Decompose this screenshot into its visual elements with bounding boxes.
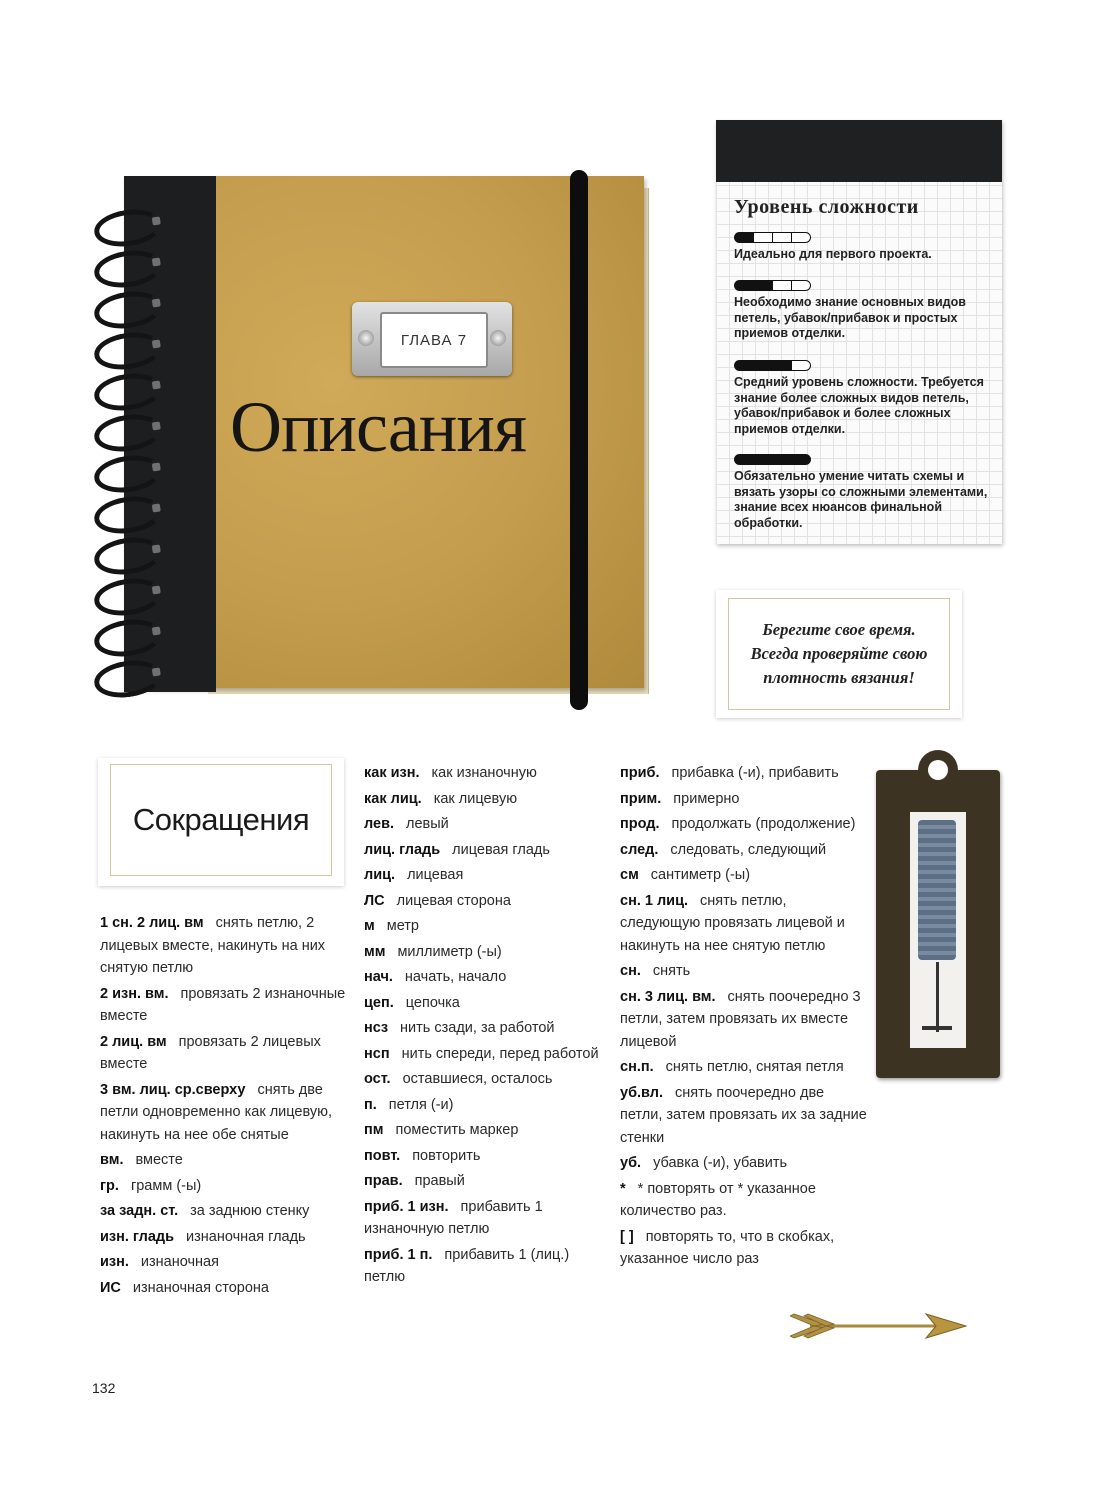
abbreviation-entry xyxy=(364,992,609,1015)
difficulty-level xyxy=(734,280,992,342)
chapter-label-plate xyxy=(352,302,512,376)
abbreviation-entry xyxy=(100,1200,350,1223)
difficulty-bar-icon xyxy=(734,454,992,465)
difficulty-segment xyxy=(772,454,792,465)
difficulty-level-text: Необходимо знание основных видов петель, убавок/прибавок и простых приемов отделки. xyxy=(734,295,966,340)
abbreviation-term: сн.п. xyxy=(620,1059,654,1075)
abbreviation-entry xyxy=(364,1196,609,1241)
abbreviation-term: сн. 3 лиц. вм. xyxy=(620,988,716,1005)
abbreviation-term: изн. xyxy=(100,1254,129,1270)
notepad-binding xyxy=(716,120,1002,182)
abbreviation-definition: грамм (-ы) xyxy=(130,1177,202,1194)
difficulty-title: Уровень сложности xyxy=(734,196,919,218)
abbreviation-entry xyxy=(364,1094,609,1117)
abbreviation-definition: повторять то, что в скобках, указанное число раз xyxy=(620,1228,835,1267)
abbreviation-term: ЛС xyxy=(364,892,385,909)
abbreviation-definition: петля (-и) xyxy=(388,1096,454,1113)
difficulty-segment xyxy=(753,360,773,371)
abbreviation-definition: поместить маркер xyxy=(395,1122,519,1138)
abbreviation-definition: изнаночная гладь xyxy=(186,1228,306,1245)
abbreviation-term: прим. xyxy=(620,790,662,807)
abbreviation-entry xyxy=(364,915,609,938)
difficulty-level-text: Средний уровень сложности. Требуется знание более сложных видов петель, убавок/прибавок и более сложных приемов отделки. xyxy=(734,375,984,436)
abbreviation-definition: примерно xyxy=(673,790,740,807)
abbreviation-entry xyxy=(100,1149,350,1172)
abbreviation-definition: сантиметр (-ы) xyxy=(650,867,751,883)
abbreviations-column-3 xyxy=(620,762,870,1274)
abbreviation-term: лиц. xyxy=(364,867,396,883)
abbreviation-entry xyxy=(364,839,609,862)
difficulty-segment xyxy=(772,280,792,291)
abbreviation-entry xyxy=(364,941,609,964)
abbreviation-entry xyxy=(620,1152,870,1175)
scarf-photo xyxy=(910,812,966,1048)
abbreviation-entry xyxy=(620,864,870,887)
abbreviation-definition: следовать, следующий xyxy=(670,841,827,858)
abbreviation-term: уб.вл. xyxy=(620,1084,664,1101)
abbreviation-definition: убавка (-и), убавить xyxy=(653,1155,788,1171)
abbreviation-entry xyxy=(100,1175,350,1198)
abbreviation-entry xyxy=(620,1226,870,1271)
abbreviation-entry xyxy=(620,762,870,785)
difficulty-bar-icon xyxy=(734,280,992,291)
abbreviation-definition: снять поочередно две петли, затем провязать их за задние стенки xyxy=(620,1084,867,1146)
abbreviation-definition: лицевая xyxy=(407,867,464,883)
abbreviation-entry xyxy=(100,1251,350,1274)
difficulty-card xyxy=(716,120,1002,544)
abbreviation-term: гр. xyxy=(100,1177,119,1194)
difficulty-segment xyxy=(791,360,811,371)
abbreviation-entry xyxy=(620,986,870,1054)
abbreviation-entry xyxy=(100,983,350,1028)
difficulty-level-text: Идеально для первого проекта. xyxy=(734,247,932,261)
abbreviation-entry xyxy=(100,1079,350,1147)
abbreviation-definition: лицевая гладь xyxy=(452,841,550,858)
elastic-band xyxy=(570,170,588,710)
gauge-tip-text: Берегите свое время. Всегда проверяйте свою плотность вязания! xyxy=(728,598,950,710)
abbreviation-entry xyxy=(620,788,870,811)
difficulty-segment xyxy=(753,232,773,243)
abbreviation-term: след. xyxy=(620,841,659,858)
abbreviations-column-1 xyxy=(100,912,350,1302)
abbreviation-definition: снять xyxy=(652,963,691,979)
abbreviation-entry xyxy=(100,1226,350,1249)
abbreviation-term: нач. xyxy=(364,969,393,985)
scarf-image xyxy=(918,820,956,960)
arrow-icon xyxy=(790,1306,970,1346)
mannequin-base xyxy=(922,1026,952,1030)
abbreviation-definition: снять петлю, следующую провязать лицевой и накинуть на нее снятую петлю xyxy=(620,892,845,954)
abbreviation-definition: за заднюю стенку xyxy=(190,1203,310,1219)
chapter-notebook xyxy=(88,176,650,696)
difficulty-segment xyxy=(734,454,754,465)
difficulty-bar-icon xyxy=(734,360,992,371)
difficulty-segment xyxy=(753,280,773,291)
abbreviation-term: м xyxy=(364,918,375,934)
abbreviation-term: см xyxy=(620,867,639,883)
abbreviation-term: как изн. xyxy=(364,765,420,781)
abbreviation-term: приб. 1 п. xyxy=(364,1246,433,1263)
abbreviation-term: ИС xyxy=(100,1279,121,1296)
difficulty-level-text: Обязательно умение читать схемы и вязать узоры со сложными элементами, знание всех нюансов финальной обработки. xyxy=(734,469,988,530)
abbreviation-entry xyxy=(620,1178,870,1223)
abbreviation-term: лев. xyxy=(364,816,395,832)
abbreviations-heading-card xyxy=(98,758,344,886)
abbreviation-entry xyxy=(620,1082,870,1150)
abbreviation-term: ост. xyxy=(364,1071,391,1087)
chapter-label: ГЛАВА 7 xyxy=(380,312,488,368)
abbreviation-definition: нить спереди, перед работой xyxy=(401,1045,599,1062)
abbreviation-definition: цепочка xyxy=(405,994,460,1011)
mannequin-stand xyxy=(936,962,939,1032)
abbreviation-definition: снять поочередно 3 петли, затем провязать их вместе лицевой xyxy=(620,988,861,1050)
abbreviation-definition: прибавка (-и), прибавить xyxy=(671,765,839,781)
abbreviation-definition: провязать 2 изнаночные вместе xyxy=(100,985,346,1024)
difficulty-segment xyxy=(734,280,754,291)
abbreviation-definition: начать, начало xyxy=(404,969,507,985)
abbreviation-term: вм. xyxy=(100,1152,124,1168)
abbreviation-definition: метр xyxy=(386,918,419,934)
abbreviation-term: прав. xyxy=(364,1173,403,1189)
abbreviation-term: лиц. гладь xyxy=(364,841,441,858)
abbreviation-definition: нить сзади, за работой xyxy=(400,1020,555,1036)
abbreviation-term: изн. гладь xyxy=(100,1228,175,1245)
abbreviation-term: за задн. ст. xyxy=(100,1203,179,1219)
abbreviation-term: уб. xyxy=(620,1155,642,1171)
abbreviation-definition: вместе xyxy=(135,1152,183,1168)
abbreviation-term: 2 изн. вм. xyxy=(100,985,169,1002)
abbreviation-entry xyxy=(364,813,609,836)
difficulty-bar-icon xyxy=(734,232,992,243)
abbreviation-entry xyxy=(100,1277,350,1300)
abbreviation-entry xyxy=(620,813,870,836)
abbreviation-term: прод. xyxy=(620,816,660,832)
difficulty-segment xyxy=(734,232,754,243)
abbreviation-entry xyxy=(364,1043,609,1066)
abbreviation-entry xyxy=(100,912,350,980)
difficulty-segment xyxy=(753,454,773,465)
photo-frame xyxy=(876,770,1000,1078)
abbreviation-entry xyxy=(364,864,609,887)
difficulty-segment xyxy=(791,232,811,243)
abbreviation-definition: левый xyxy=(406,816,449,832)
abbreviation-definition: правый xyxy=(414,1173,465,1189)
abbreviation-definition: провязать 2 лицевых вместе xyxy=(100,1033,321,1072)
abbreviation-definition: прибавить 1 (лиц.) петлю xyxy=(364,1246,570,1285)
abbreviation-definition: прибавить 1 изнаночную петлю xyxy=(364,1198,543,1237)
difficulty-level xyxy=(734,454,992,531)
abbreviation-term: повт. xyxy=(364,1147,401,1164)
abbreviation-entry xyxy=(364,890,609,913)
gauge-tip-card xyxy=(716,590,962,718)
abbreviation-term: сн. xyxy=(620,963,641,979)
abbreviation-entry xyxy=(364,1145,609,1168)
abbreviation-term: как лиц. xyxy=(364,790,422,807)
abbreviation-entry xyxy=(620,839,870,862)
abbreviation-definition: изнаночная сторона xyxy=(132,1279,269,1296)
abbreviations-column-2 xyxy=(364,762,609,1292)
abbreviation-entry xyxy=(364,1170,609,1193)
abbreviation-entry xyxy=(620,960,870,983)
abbreviation-entry xyxy=(364,1017,609,1040)
abbreviation-term: сн. 1 лиц. xyxy=(620,892,689,909)
abbreviation-definition: как изнаночную xyxy=(431,765,537,781)
frame-hole xyxy=(928,760,948,780)
abbreviation-entry xyxy=(364,966,609,989)
abbreviation-entry xyxy=(364,788,609,811)
difficulty-segment xyxy=(734,360,754,371)
abbreviation-definition: миллиметр (-ы) xyxy=(397,943,502,960)
abbreviation-entry xyxy=(364,1244,609,1289)
abbreviation-term: [ ] xyxy=(620,1228,634,1245)
abbreviation-definition: снять петлю, 2 лицевых вместе, накинуть на них снятую петлю xyxy=(100,915,326,976)
abbreviation-entry xyxy=(620,1056,870,1079)
abbreviation-term: нсз xyxy=(364,1020,389,1036)
abbreviations-heading: Сокращения xyxy=(110,764,332,876)
abbreviation-term: цеп. xyxy=(364,994,394,1011)
abbreviation-entry xyxy=(364,762,609,785)
abbreviation-definition: изнаночная xyxy=(140,1254,219,1270)
abbreviation-term: приб. xyxy=(620,765,660,781)
abbreviation-definition: лицевая сторона xyxy=(396,892,511,909)
abbreviation-definition: как лицевую xyxy=(433,790,518,807)
difficulty-level xyxy=(734,360,992,437)
difficulty-segment xyxy=(772,232,792,243)
abbreviation-term: 1 сн. 2 лиц. вм xyxy=(100,915,204,931)
abbreviation-entry xyxy=(100,1031,350,1076)
difficulty-segment xyxy=(791,454,811,465)
difficulty-segment xyxy=(791,280,811,291)
difficulty-segment xyxy=(772,360,792,371)
abbreviation-term: 3 вм. лиц. ср.сверху xyxy=(100,1081,246,1098)
abbreviation-term: 2 лиц. вм xyxy=(100,1033,167,1050)
abbreviation-definition: снять две петли одновременно как лицевую, накинуть на нее обе снятые xyxy=(100,1081,332,1143)
abbreviation-definition: оставшиеся, осталось xyxy=(402,1071,553,1087)
abbreviation-definition: * повторять от * указанное количество раз. xyxy=(620,1180,816,1219)
abbreviation-term: пм xyxy=(364,1122,384,1138)
abbreviation-definition: снять петлю, снятая петля xyxy=(665,1059,844,1075)
abbreviation-term: нсп xyxy=(364,1045,390,1062)
abbreviation-definition: повторить xyxy=(412,1147,481,1164)
abbreviation-term: п. xyxy=(364,1096,377,1113)
abbreviation-entry xyxy=(364,1119,609,1142)
abbreviation-definition: продолжать (продолжение) xyxy=(671,816,856,832)
abbreviation-term: * xyxy=(620,1180,626,1197)
abbreviation-entry xyxy=(620,890,870,958)
abbreviation-entry xyxy=(364,1068,609,1091)
page-number: 132 xyxy=(92,1380,116,1396)
abbreviation-term: приб. 1 изн. xyxy=(364,1198,449,1215)
chapter-title: Описания xyxy=(230,387,527,467)
abbreviation-term: мм xyxy=(364,943,386,960)
difficulty-level xyxy=(734,232,992,263)
